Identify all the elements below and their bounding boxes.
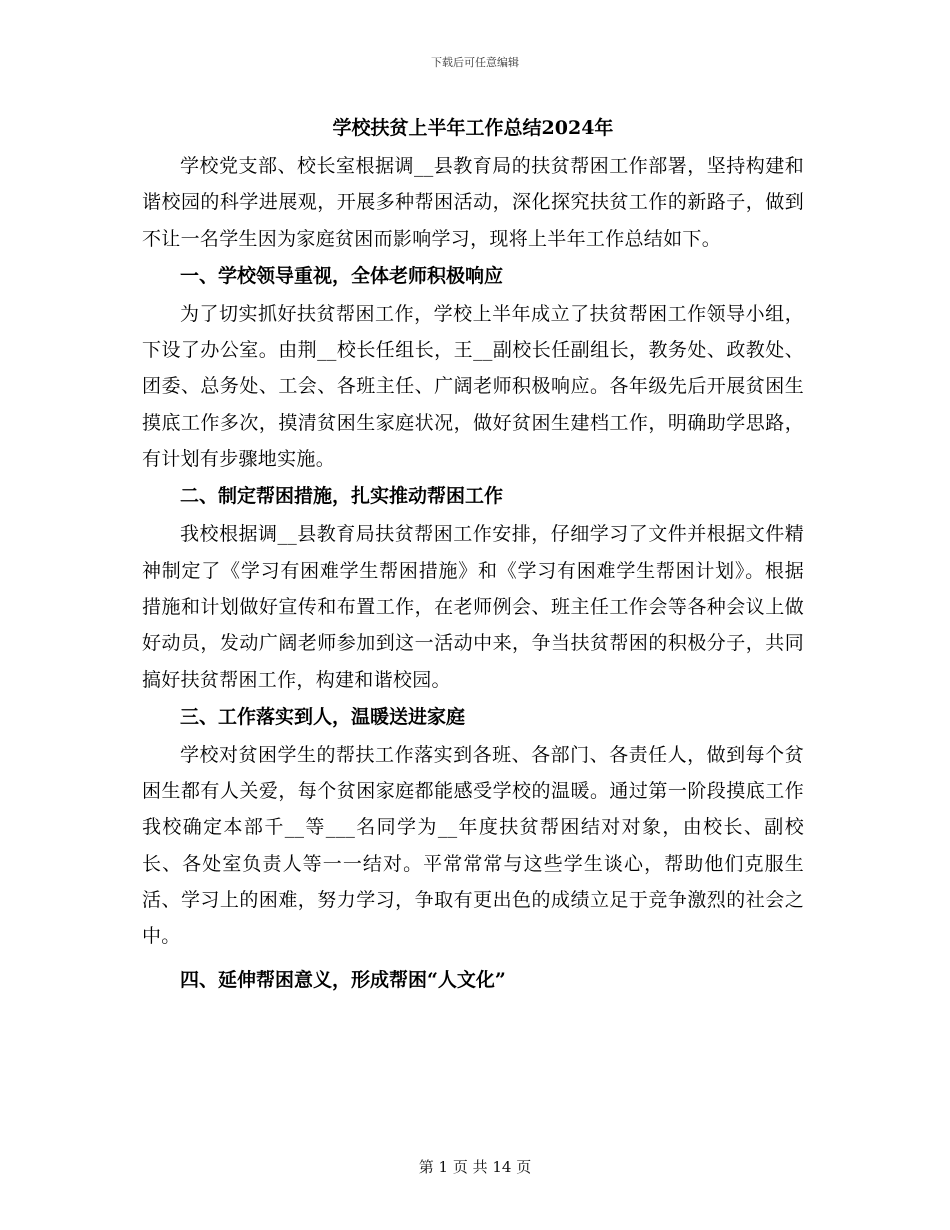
header-note: 下载后可任意编辑 xyxy=(431,56,519,69)
section-heading-4: 四、延伸帮困意义，形成帮困“人文化” xyxy=(180,968,506,991)
section-heading-1: 一、学校领导重视，全体老师积极响应 xyxy=(180,264,504,287)
page-footer: 第 1 页 共 14 页 xyxy=(418,1158,532,1176)
section-body-2: 我校根据调__县教育局扶贫帮困工作安排，仔细学习了文件并根据文件精神制定了《学习有困难学生帮困措施》和《学习有困难学生帮困计划》。根据措施和计划做好宣传和布置工作，在老师例会、班主任工作会等各种会议上做好动员，发动广阔老师参加到这一活动中来，争当扶贫帮困的积极分子，共同搞好扶贫帮困工作，构建和谐校园。 xyxy=(142,523,804,691)
document-title: 学校扶贫上半年工作总结2024年 xyxy=(332,117,614,139)
section-body-1: 为了切实抓好扶贫帮困工作，学校上半年成立了扶贫帮困工作领导小组，下设了办公室。由荆__校长任组长，王__副校长任副组长，教务处、政教处、团委、总务处、工会、各班主任、广阔老师积极响应。各年级先后开展贫困生摸底工作多次，摸清贫困生家庭状况，做好贫困生建档工作，明确助学思路，有计划有步骤地实施。 xyxy=(142,302,804,471)
section-body-3: 学校对贫困学生的帮扶工作落实到各班、各部门、各责任人，做到每个贫困生都有人关爱，每个贫困家庭都能感受学校的温暖。通过第一阶段摸底工作我校确定本部千__等___名同学为__年度扶贫帮困结对对象，由校长、副校长、各处室负责人等一一结对。平常常常与这些学生谈心，帮助他们克服生活、学习上的困难，努力学习，争取有更出色的成绩立足于竞争激烈的社会之中。 xyxy=(142,743,804,948)
intro-paragraph: 学校党支部、校长室根据调__县教育局的扶贫帮困工作部署，坚持构建和谐校园的科学进展观，开展多种帮困活动，深化探究扶贫工作的新路子，做到不让一名学生因为家庭贫困而影响学习，现将上半年工作总结如下。 xyxy=(142,155,804,250)
section-heading-3: 三、工作落实到人，温暖送进家庭 xyxy=(180,705,466,728)
section-heading-2: 二、制定帮困措施，扎实推动帮困工作 xyxy=(180,485,504,508)
document-body xyxy=(142,108,804,1000)
